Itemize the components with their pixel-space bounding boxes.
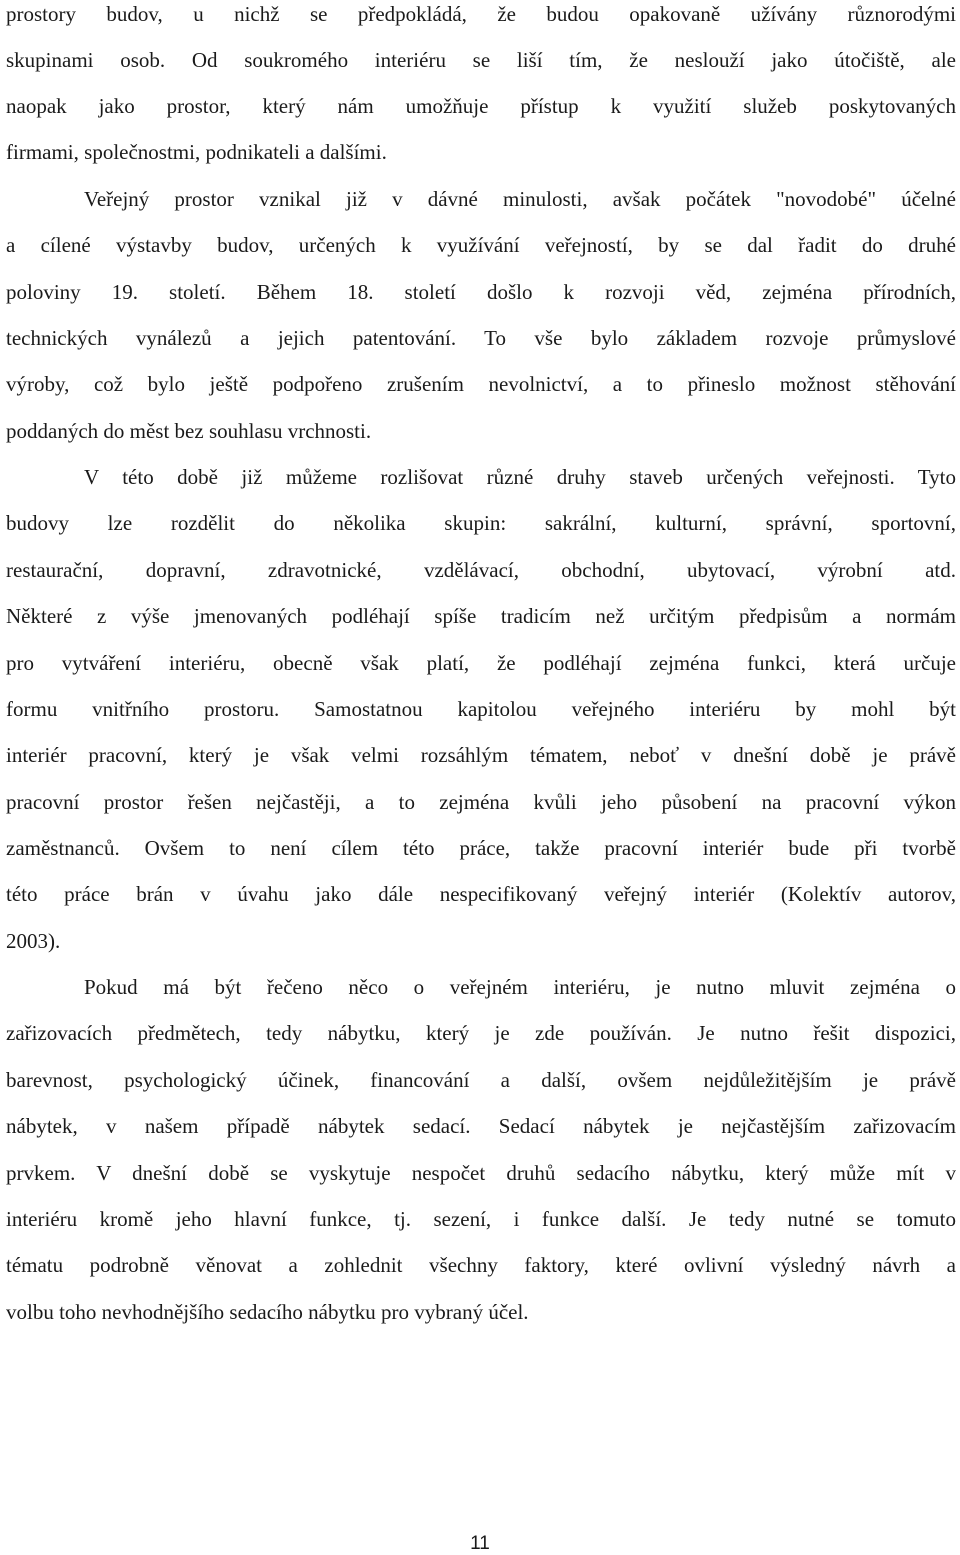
text-line: Pokud má být řečeno něco o veřejném interiéru, je nutno mluvit zejména o [84, 975, 956, 999]
text-line: budovy lze rozdělit do několika skupin: sakrální, kulturní, správní, sportovní, [6, 511, 956, 535]
text-line: firmami, společnostmi, podnikateli a dalšími. [6, 140, 387, 164]
text-line: interiér pracovní, který je však velmi rozsáhlým tématem, neboť v dnešní době je právě [6, 743, 956, 767]
text-line: formu vnitřního prostoru. Samostatnou kapitolou veřejného interiéru by mohl být [6, 697, 956, 721]
page-number: 11 [470, 1533, 490, 1554]
text-line: této práce brán v úvahu jako dále nespecifikovaný veřejný interiér (Kolektív autorov, [6, 882, 956, 906]
text-line: zařizovacích předmětech, tedy nábytku, který je zde používán. Je nutno řešit dispozici, [6, 1021, 956, 1045]
text-line: nábytek, v našem případě nábytek sedací. Sedací nábytek je nejčastějším zařizovacím [6, 1114, 956, 1138]
text-line: výroby, což bylo ještě podpořeno zrušením nevolnictví, a to přineslo možnost stěhování [6, 372, 956, 396]
text-line: Veřejný prostor vznikal již v dávné minulosti, avšak počátek "novodobé" účelné [84, 187, 956, 211]
text-line: a cílené výstavby budov, určených k využívání veřejností, by se dal řadit do druhé [6, 233, 956, 257]
text-line: Některé z výše jmenovaných podléhají spíše tradicím než určitým předpisům a normám [6, 604, 956, 628]
text-line: poloviny 19. století. Během 18. století došlo k rozvoji věd, zejména přírodních, [6, 280, 956, 304]
text-line: pracovní prostor řešen nejčastěji, a to zejména kvůli jeho působení na pracovní výkon [6, 790, 956, 814]
text-line: volbu toho nevhodnějšího sedacího nábytku pro vybraný účel. [6, 1300, 529, 1324]
text-line: barevnost, psychologický účinek, financování a další, ovšem nejdůležitějším je právě [6, 1068, 956, 1092]
text-line: poddaných do měst bez souhlasu vrchnosti. [6, 419, 372, 443]
text-line: 2003). [6, 929, 61, 953]
text-line: interiéru kromě jeho hlavní funkce, tj. sezení, i funkce další. Je tedy nutné se tomuto [6, 1207, 956, 1231]
text-line: prvkem. V dnešní době se vyskytuje nespočet druhů sedacího nábytku, který může mít v [6, 1161, 956, 1185]
text-line: skupinami osob. Od soukromého interiéru se liší tím, že neslouží jako útočiště, ale [6, 48, 956, 72]
text-line: pro vytváření interiéru, obecně však platí, že podléhají zejména funkci, která určuje [6, 651, 956, 675]
text-line: V této době již můžeme rozlišovat různé druhy staveb určených veřejnosti. Tyto [84, 465, 956, 489]
text-line: tématu podrobně věnovat a zohlednit všechny faktory, které ovlivní výsledný návrh a [6, 1253, 956, 1277]
text-line: zaměstnanců. Ovšem to není cílem této práce, takže pracovní interiér bude při tvorbě [6, 836, 956, 860]
text-line: technických vynálezů a jejich patentování. To vše bylo základem rozvoje průmyslové [6, 326, 956, 350]
text-line: prostory budov, u nichž se předpokládá, že budou opakovaně užívány různorodými [6, 2, 956, 26]
text-line: naopak jako prostor, který nám umožňuje přístup k využití služeb poskytovaných [6, 94, 956, 118]
text-line: restaurační, dopravní, zdravotnické, vzdělávací, obchodní, ubytovací, výrobní atd. [6, 558, 956, 582]
